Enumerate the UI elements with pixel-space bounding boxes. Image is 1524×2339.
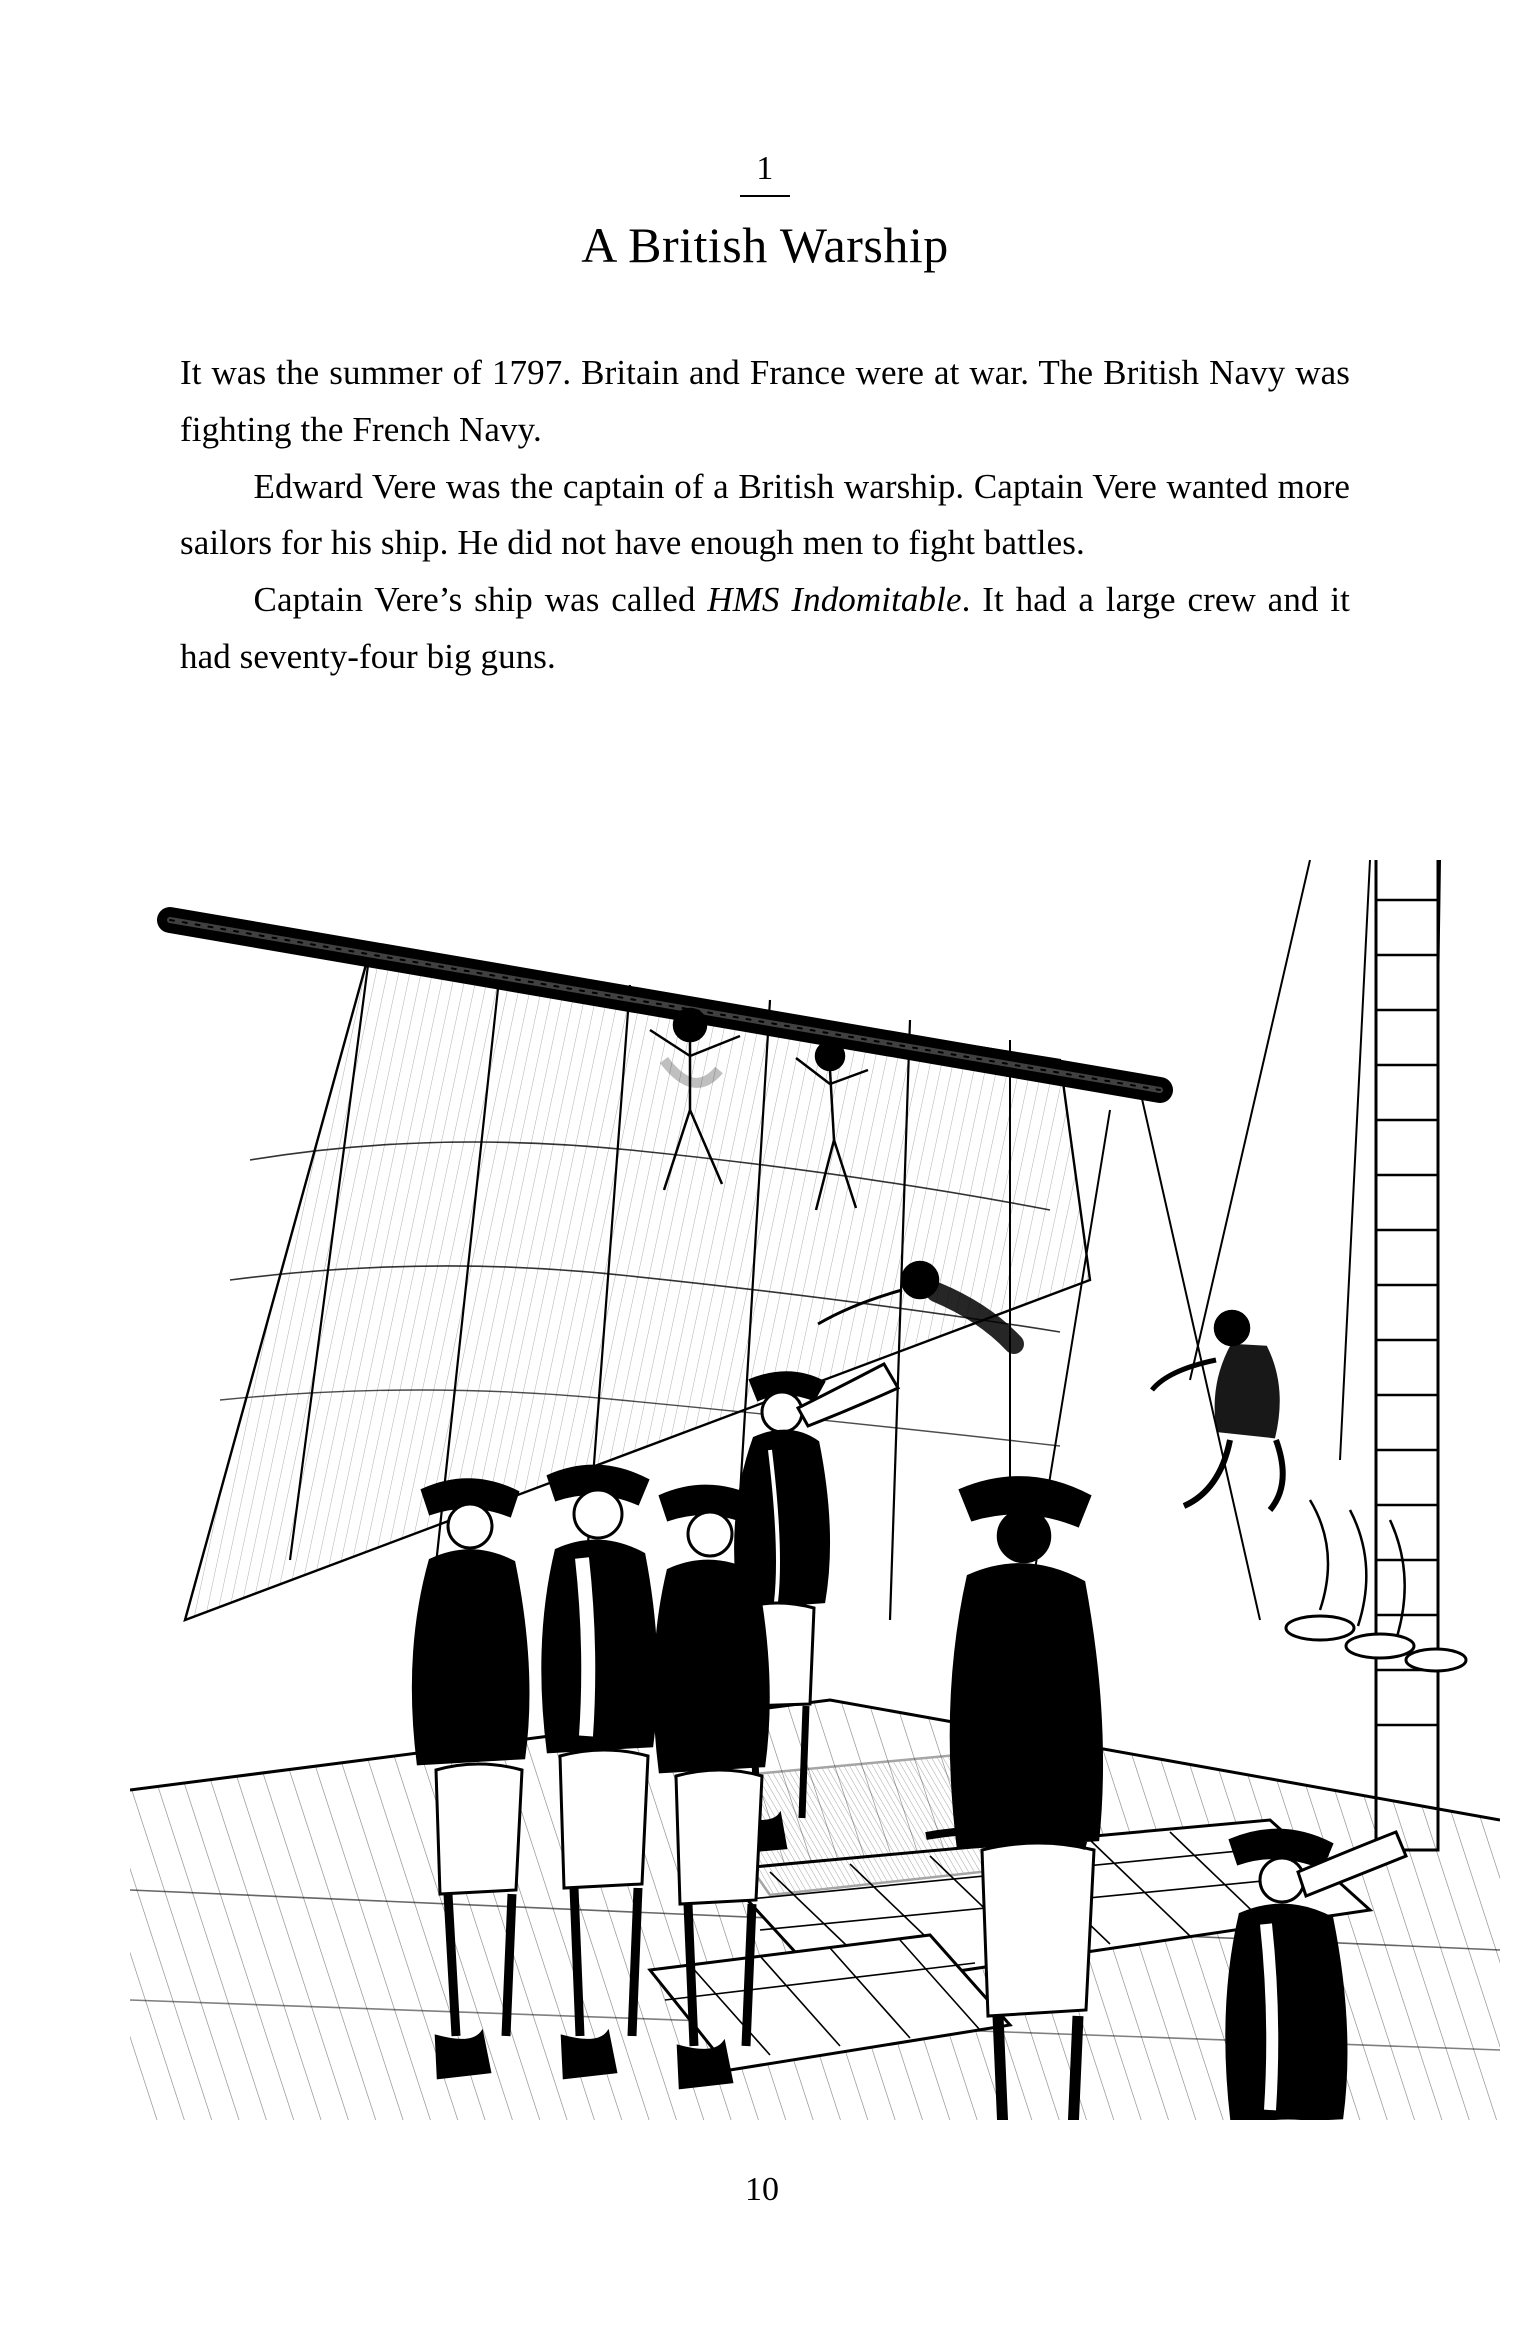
paragraph-2: Edward Vere was the captain of a British warship. Captain Vere wanted more sailors for his ship. He did not have enough men to fight battles.: [180, 466, 1350, 563]
page-number: 10: [745, 2171, 779, 2208]
ship-name-italic: HMS Indomitable: [707, 580, 962, 620]
paragraph-3: [180, 572, 1350, 685]
paragraph-3-after: . It had a large crew and it had seventy-four big guns.: [180, 580, 1350, 676]
chapter-number-container: [180, 150, 1350, 197]
ship-deck-illustration: [130, 860, 1500, 2120]
mast: [1376, 860, 1438, 1850]
paragraph-3-before: Captain Vere’s ship was called: [253, 580, 708, 620]
chapter-title: A British Warship: [581, 217, 949, 274]
illustration-background: [130, 860, 1500, 2120]
paragraph-1: It was the summer of 1797. Britain and France were at war. The British Navy was fighting the French Navy.: [180, 353, 1350, 450]
body-text: [180, 345, 1350, 685]
sailor-seated-right: [1152, 1311, 1283, 1510]
chapter-number: 1: [740, 150, 790, 197]
illustration-svg: [130, 860, 1500, 2120]
page-content: [180, 150, 1350, 686]
